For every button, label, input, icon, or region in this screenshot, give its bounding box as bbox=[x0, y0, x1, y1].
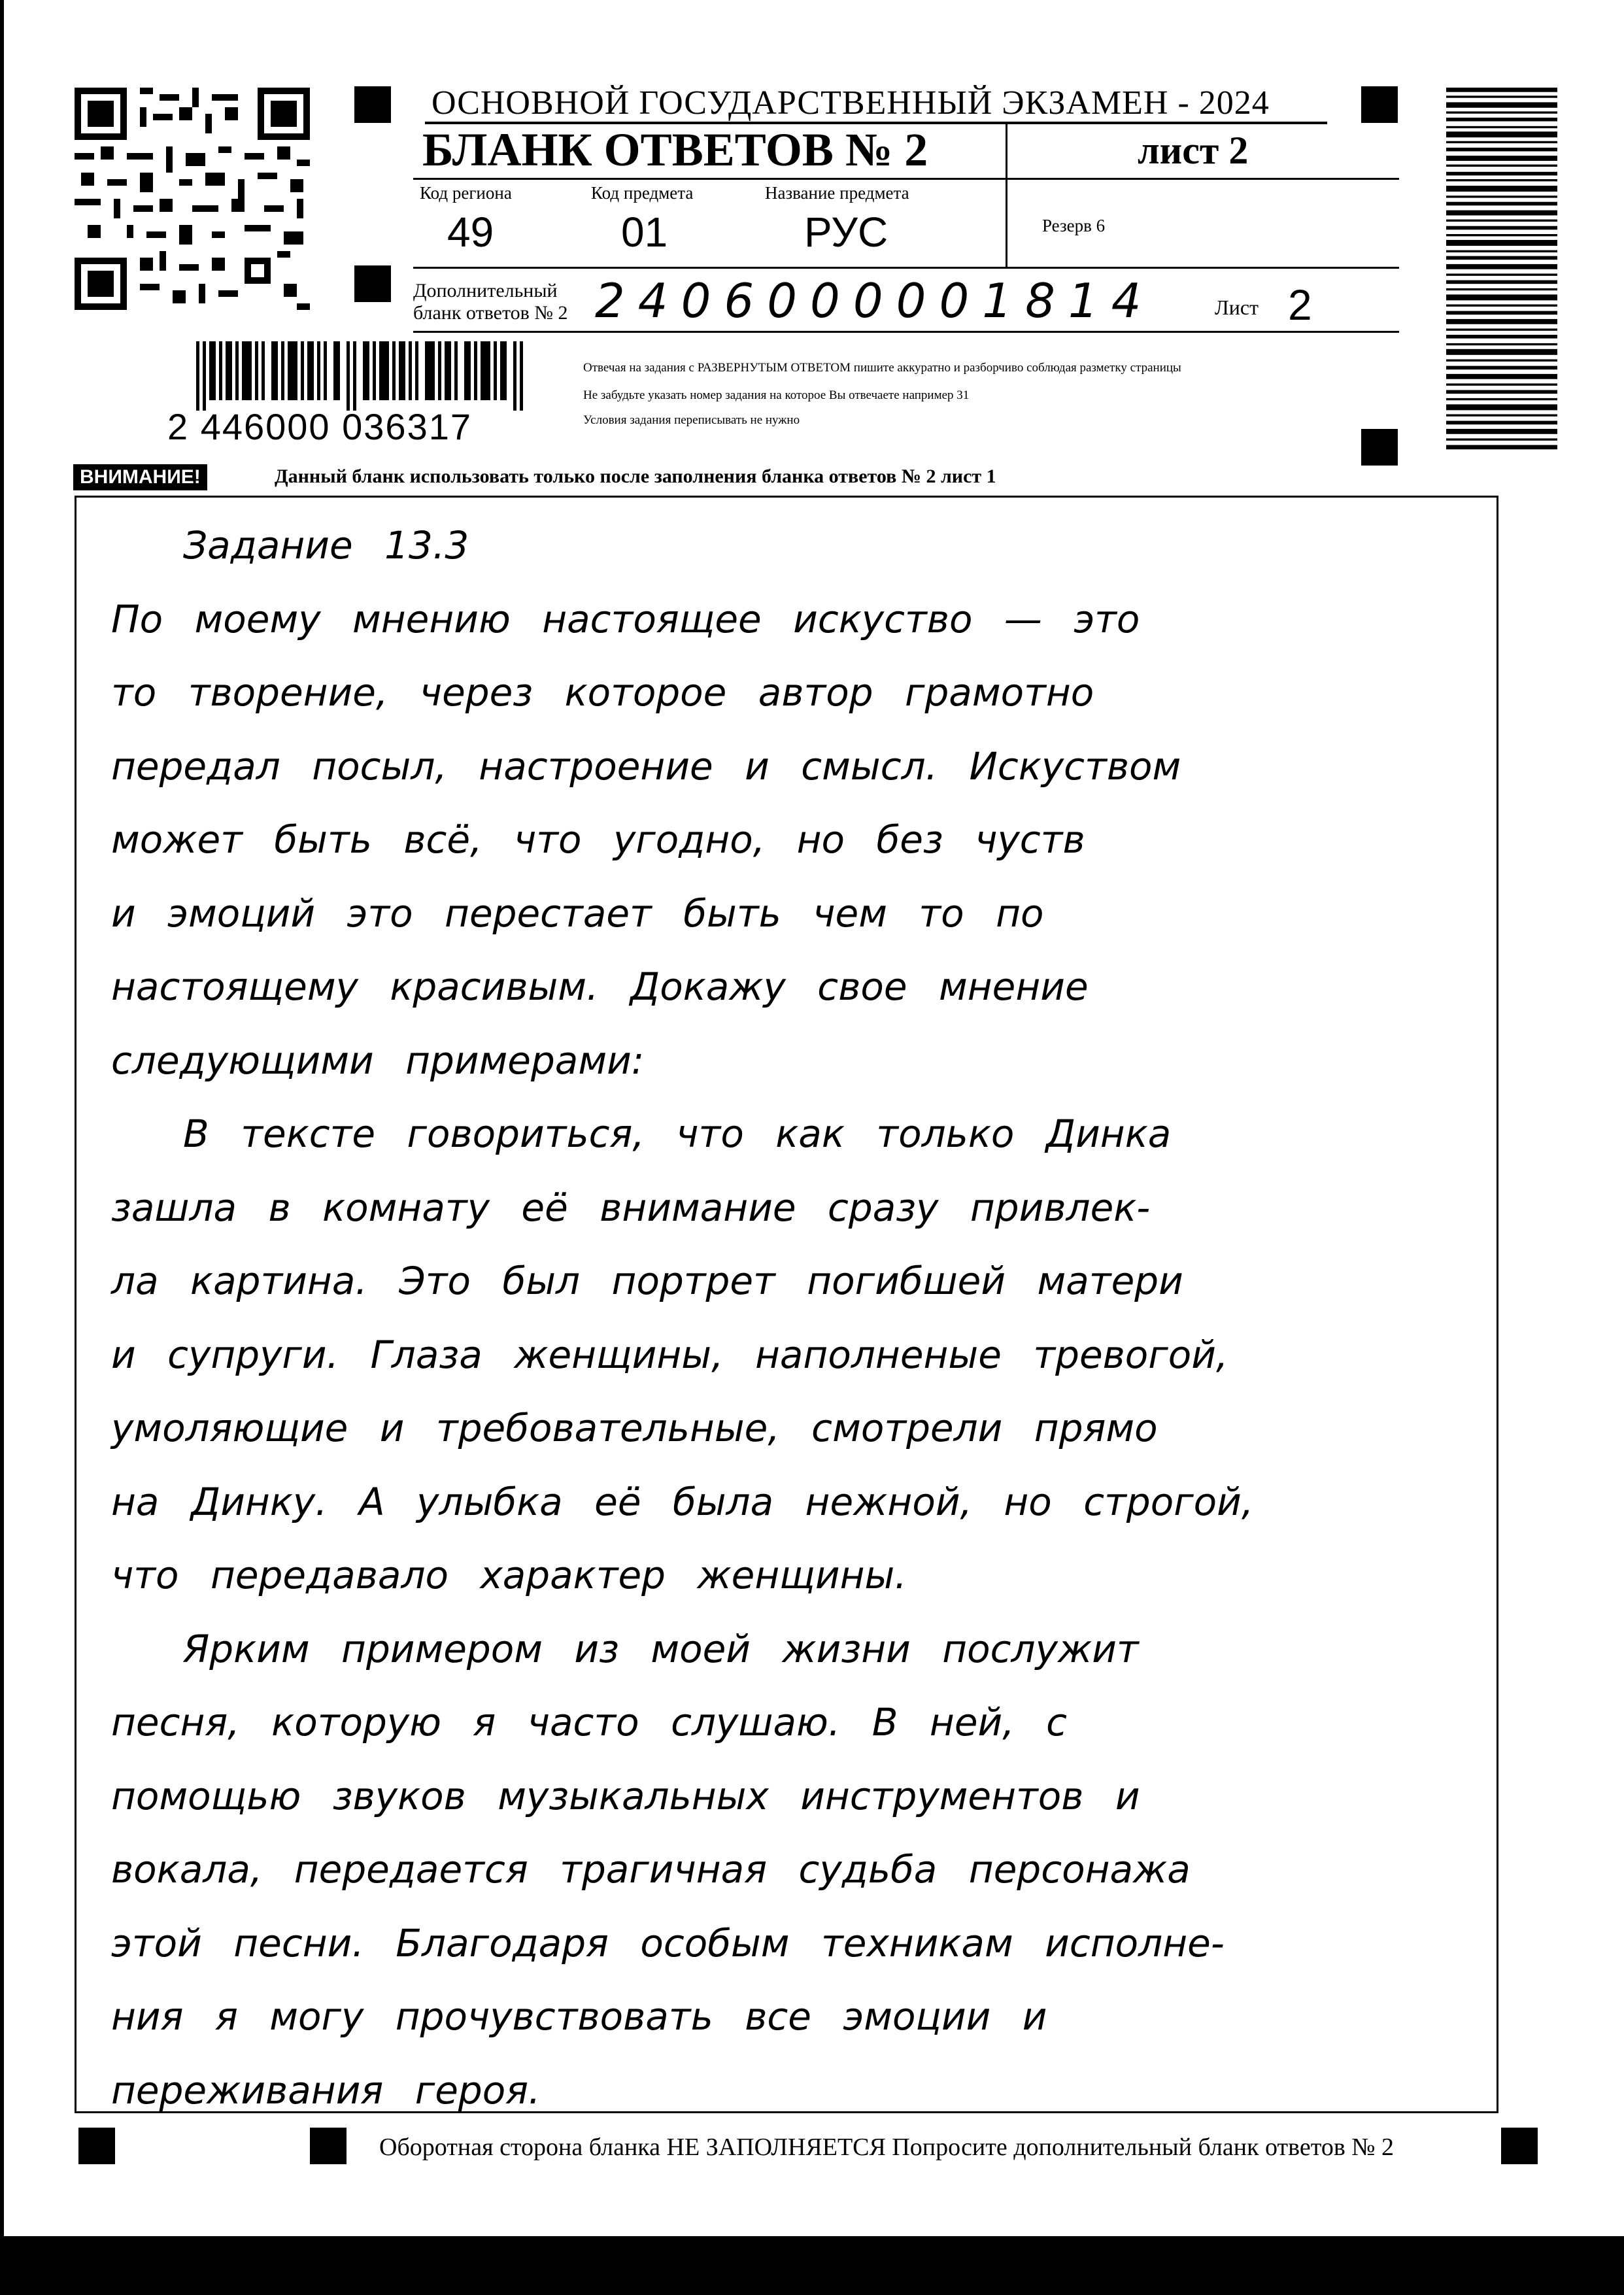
answer-line: и супруги. Глаза женщины, наполненые тревогой, bbox=[111, 1332, 1228, 1377]
answer-line: умоляющие и требовательные, смотрели прямо bbox=[111, 1406, 1158, 1450]
answer-line: В тексте говориться, что как только Динка bbox=[183, 1112, 1172, 1156]
fields-rule bbox=[413, 267, 1399, 269]
header-rule bbox=[413, 178, 1399, 180]
page-edge bbox=[0, 0, 4, 2236]
answer-line: ния я могу прочувствовать все эмоции и bbox=[111, 1994, 1047, 2039]
barcode-number: 2 446000 036317 bbox=[167, 406, 472, 447]
barcode bbox=[196, 341, 523, 411]
region-label: Код региона bbox=[420, 183, 512, 203]
answer-line: По моему мнению настоящее искуство — это bbox=[111, 596, 1140, 641]
bottom-band bbox=[0, 2236, 1624, 2295]
answer-line: передал посыл, настроение и смысл. Искуством bbox=[111, 743, 1181, 789]
answer-line: переживания героя. bbox=[111, 2067, 541, 2113]
answer-line: этой песни. Благодаря особым техникам исполне- bbox=[111, 1920, 1225, 1965]
alignment-marker-top-right bbox=[1361, 86, 1398, 123]
answer-line: на Динку. А улыбка её была нежной, но строгой, bbox=[111, 1479, 1254, 1524]
exam-title: ОСНОВНОЙ ГОСУДАРСТВЕННЫЙ ЭКЗАМЕН - 2024 bbox=[431, 84, 1270, 122]
alignment-marker-bottom-3 bbox=[1501, 2128, 1538, 2164]
answer-line: следующими примерами: bbox=[111, 1038, 645, 1083]
sheet-title: лист 2 bbox=[1138, 129, 1249, 172]
subject-name-value: РУС bbox=[804, 209, 888, 256]
additional-form-label: Дополнительный бланк ответов № 2 bbox=[413, 280, 568, 324]
list-value: 2 bbox=[1288, 280, 1312, 329]
side-barcode bbox=[1446, 88, 1557, 454]
subject-name-label: Название предмета bbox=[765, 183, 909, 203]
alignment-marker-top-left bbox=[354, 86, 391, 123]
answer-line: Задание 13.3 bbox=[183, 523, 469, 568]
instruction-line: Отвечая на задания с РАЗВЕРНУТЫМ ОТВЕТОМ пишите аккуратно и разборчиво соблюдая разметку страницы bbox=[583, 361, 1181, 375]
answer-line: настоящему красивым. Докажу свое мнение bbox=[111, 964, 1089, 1009]
attention-text: Данный бланк использовать только после заполнения бланка ответов № 2 лист 1 bbox=[275, 466, 996, 487]
subject-code-label: Код предмета bbox=[591, 183, 694, 203]
header-divider bbox=[1006, 124, 1007, 268]
footer-note: Оборотная сторона бланка НЕ ЗАПОЛНЯЕТСЯ Попросите дополнительный бланк ответов № 2 bbox=[379, 2134, 1395, 2161]
attention-badge: ВНИМАНИЕ! bbox=[73, 464, 207, 490]
answer-line: и эмоций это перестает быть чем то по bbox=[111, 891, 1044, 936]
alignment-marker-mid-right bbox=[1361, 429, 1398, 466]
subject-code-value: 01 bbox=[621, 209, 668, 256]
answer-line: зашла в комнату её внимание сразу привлек- bbox=[111, 1185, 1151, 1230]
answer-line: то творение, через которое автор грамотно bbox=[111, 670, 1094, 715]
answer-line: может быть всё, что угодно, но без чуств bbox=[111, 817, 1085, 862]
answer-line: что передавало характер женщины. bbox=[111, 1553, 907, 1597]
additional-form-number: 2406000001814 bbox=[595, 273, 1155, 328]
answer-line: помощью звуков музыкальных инструментов и bbox=[111, 1773, 1140, 1818]
region-value: 49 bbox=[447, 209, 494, 256]
additional-rule bbox=[413, 331, 1399, 333]
list-label: Лист bbox=[1215, 296, 1259, 319]
qr-code bbox=[75, 88, 310, 310]
instruction-line: Условия задания переписывать не нужно bbox=[583, 413, 800, 427]
answer-line: ла картина. Это был портрет погибшей матери bbox=[111, 1259, 1183, 1303]
instruction-line: Не забудьте указать номер задания на которое Вы отвечаете например 31 bbox=[583, 388, 970, 402]
reserve-label: Резерв 6 bbox=[1042, 216, 1106, 235]
alignment-marker-bottom-1 bbox=[78, 2128, 115, 2164]
answer-line: песня, которую я часто слушаю. В ней, с bbox=[111, 1700, 1067, 1744]
form-title: БЛАНК ОТВЕТОВ № 2 bbox=[422, 124, 928, 176]
alignment-marker-mid-left bbox=[354, 265, 391, 302]
answer-line: вокала, передается трагичная судьба персонажа bbox=[111, 1847, 1191, 1892]
answer-line: Ярким примером из моей жизни послужит bbox=[183, 1626, 1139, 1671]
alignment-marker-bottom-2 bbox=[310, 2128, 347, 2164]
